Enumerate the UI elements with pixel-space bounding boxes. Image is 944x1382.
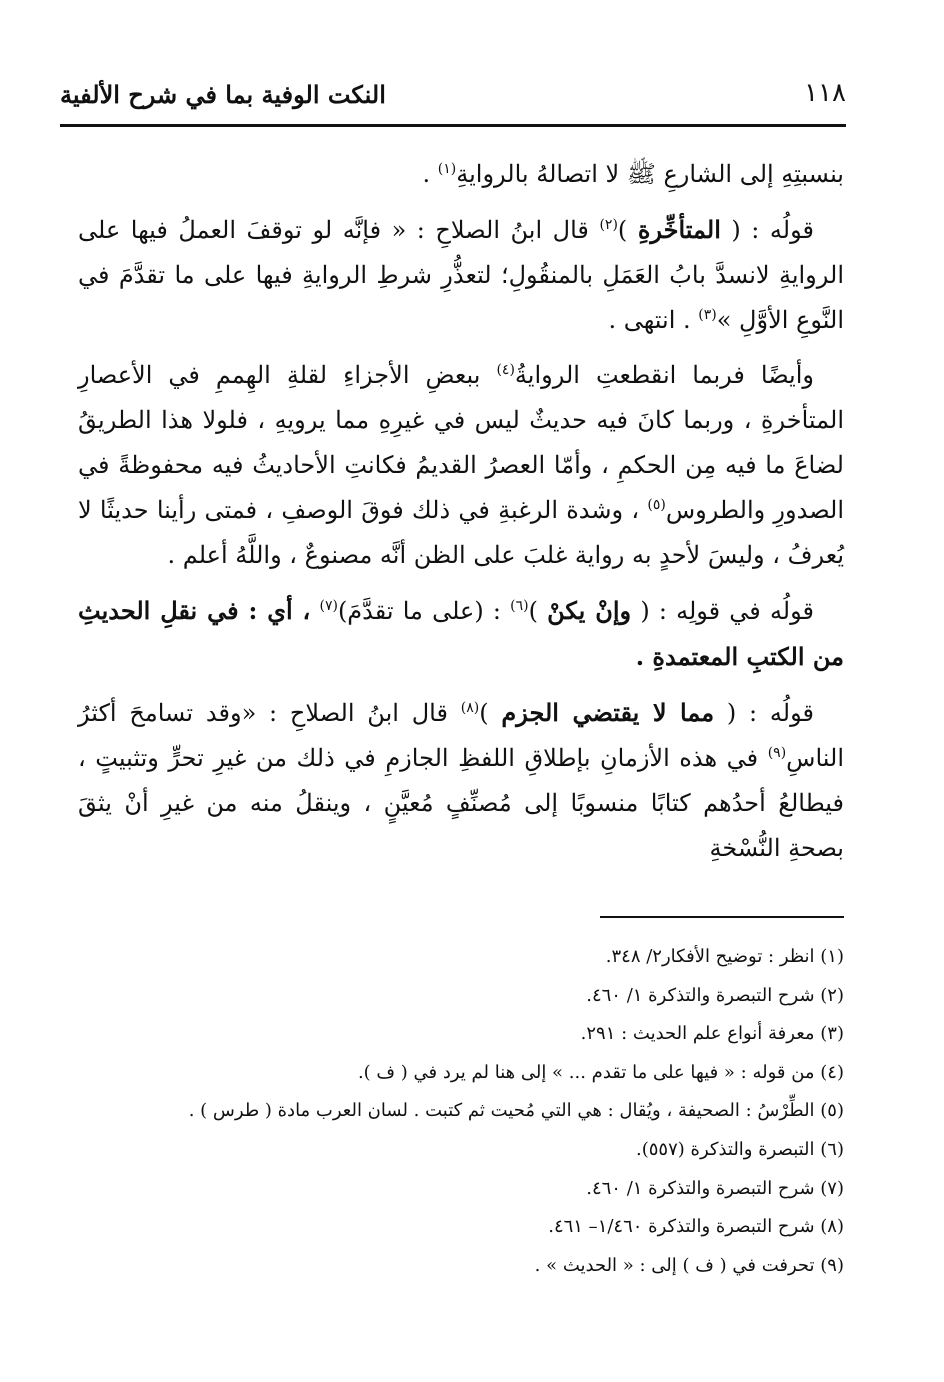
footnote-ref: (٣) [698, 307, 717, 323]
paragraph-text: ، وشدة الرغبةِ في ذلك فوقَ الوصفِ ، فمتى رأينا حديثًا لا يُعرفُ ، وليسَ لأحدٍ به رواية غلبَ على الظن أنَّه مصنوعٌ ، واللَّهُ أعلم . [78, 496, 844, 569]
main-text [78, 152, 844, 881]
footnote-ref: (٦) [510, 598, 529, 614]
paragraph-3 [78, 353, 844, 578]
lemma-close: ) [528, 597, 538, 625]
paragraph-text: وأيضًا فربما انقطعتِ الروايةُ [514, 361, 814, 389]
paragraph-text: ببعضِ الأجزاءِ لقلةِ الهِممِ في الأعصارِ المتأخرةِ ، وربما كانَ فيه حديثٌ ليس في غيرِهِ مما يرويهِ ، فلولا هذا الطريقُ لضاعَ ما فيه مِن الحكمِ ، وأمّا العصرُ القديمُ فكانتِ الأحاديثُ فيه محفوظةً في الصدورِ والطروس [78, 361, 845, 524]
footnote: (٣) معرفة أنواع علم الحديث : ٢٩١. [580, 1023, 844, 1045]
paragraph-text: قال ابنُ الصلاحِ : «وقد تسامحَ أكثرُ الناسِ [78, 699, 844, 772]
footnotes [78, 938, 844, 1285]
lemma-close: ) [617, 216, 628, 244]
footnote: (٤) من قوله : « فيها على ما تقدم ... » إلى هنا لم يرد في ( ف ). [357, 1061, 844, 1083]
footnote-ref: (٥) [647, 497, 666, 513]
paragraph-text: بنسبتِهِ إلى الشارعِ ﷺ لا اتصالهُ بالروايةِ [456, 160, 844, 188]
paragraph-2 [78, 207, 844, 343]
lemma-term: وإنْ يكنْ [547, 596, 632, 625]
footnote: (٥) الطِّرْسُ : الصحيفة ، ويُقال : هي التي مُحيت ثم كتبت . لسان العرب مادة ( طرس ) . [188, 1100, 844, 1122]
lemma-term: مما لا يقتضي الجزم [501, 698, 715, 727]
lemma-lead: قولُه في قولِه : ( [640, 597, 814, 625]
lemma-lead: قولُه : ( [731, 216, 814, 244]
footnote: (١) انظر : توضيح الأفكار٢/ ٣٤٨. [605, 946, 844, 967]
footnote-ref: (٢) [599, 217, 618, 233]
paragraph-4 [78, 588, 844, 680]
running-title: النكت الوفية بما في شرح الألفية [60, 80, 386, 109]
footnote-ref: (٨) [460, 700, 480, 716]
footnote-ref: (١) [437, 161, 457, 177]
paragraph-text: قال ابنُ الصلاحِ : « فإنَّه لو توقفَ العملُ فيها على الروايةِ لانسدَّ بابُ العَمَلِ بالمنقُولِ؛ لتعذُّرِ شرطِ الروايةِ فيها على ما تقدَّمَ في النَّوعِ الأوَّلِ » [78, 216, 844, 334]
footnote: (٦) التبصرة والتذكرة (٥٥٧). [636, 1138, 844, 1160]
paragraph-1 [78, 152, 844, 197]
lemma-lead: قولُه : ( [726, 699, 814, 727]
lemma-close: ) [479, 699, 489, 727]
paragraph-end: . [422, 160, 431, 188]
footnote-ref: (٤) [496, 362, 515, 378]
footnote-ref: (٧) [319, 598, 338, 614]
paragraph-5 [78, 690, 844, 871]
footnote: (٨) شرح التبصرة والتذكرة ١/٤٦٠– ٤٦١. [548, 1216, 844, 1238]
lemma-term: المتأخِّرةِ [637, 215, 721, 244]
header-rule [60, 124, 846, 127]
paragraph-end: . انتهى . [608, 306, 691, 334]
lemma-secondary: : (على ما تقدَّمَ) [337, 597, 501, 625]
footnote: (٢) شرح التبصرة والتذكرة ١/ ٤٦٠. [586, 984, 844, 1006]
paragraph-text: ، أي : في نقلِ الحديثِ من الكتبِ المعتمدةِ . [78, 596, 844, 671]
footnote-ref: (٩) [767, 745, 787, 761]
paragraph-text: في هذه الأزمانِ بإطلاقِ اللفظِ الجازمِ في ذلك من غيرِ تحرٍّ وتثبيتٍ ، فيطالعُ أحدُهم كتابًا منسوبًا إلى مُصنِّفٍ مُعيَّنٍ ، وينقلُ منه من غيرِ أنْ يثقَ بصحةِ النُّسْخةِ [78, 744, 844, 862]
footnote-rule [600, 916, 844, 918]
page-header [60, 78, 846, 118]
footnote: (٩) تحرفت في ( ف ) إلى : « الحديث » . [534, 1254, 844, 1276]
footnote: (٧) شرح التبصرة والتذكرة ١/ ٤٦٠. [586, 1177, 844, 1199]
page-number: ١١٨ [804, 78, 846, 108]
